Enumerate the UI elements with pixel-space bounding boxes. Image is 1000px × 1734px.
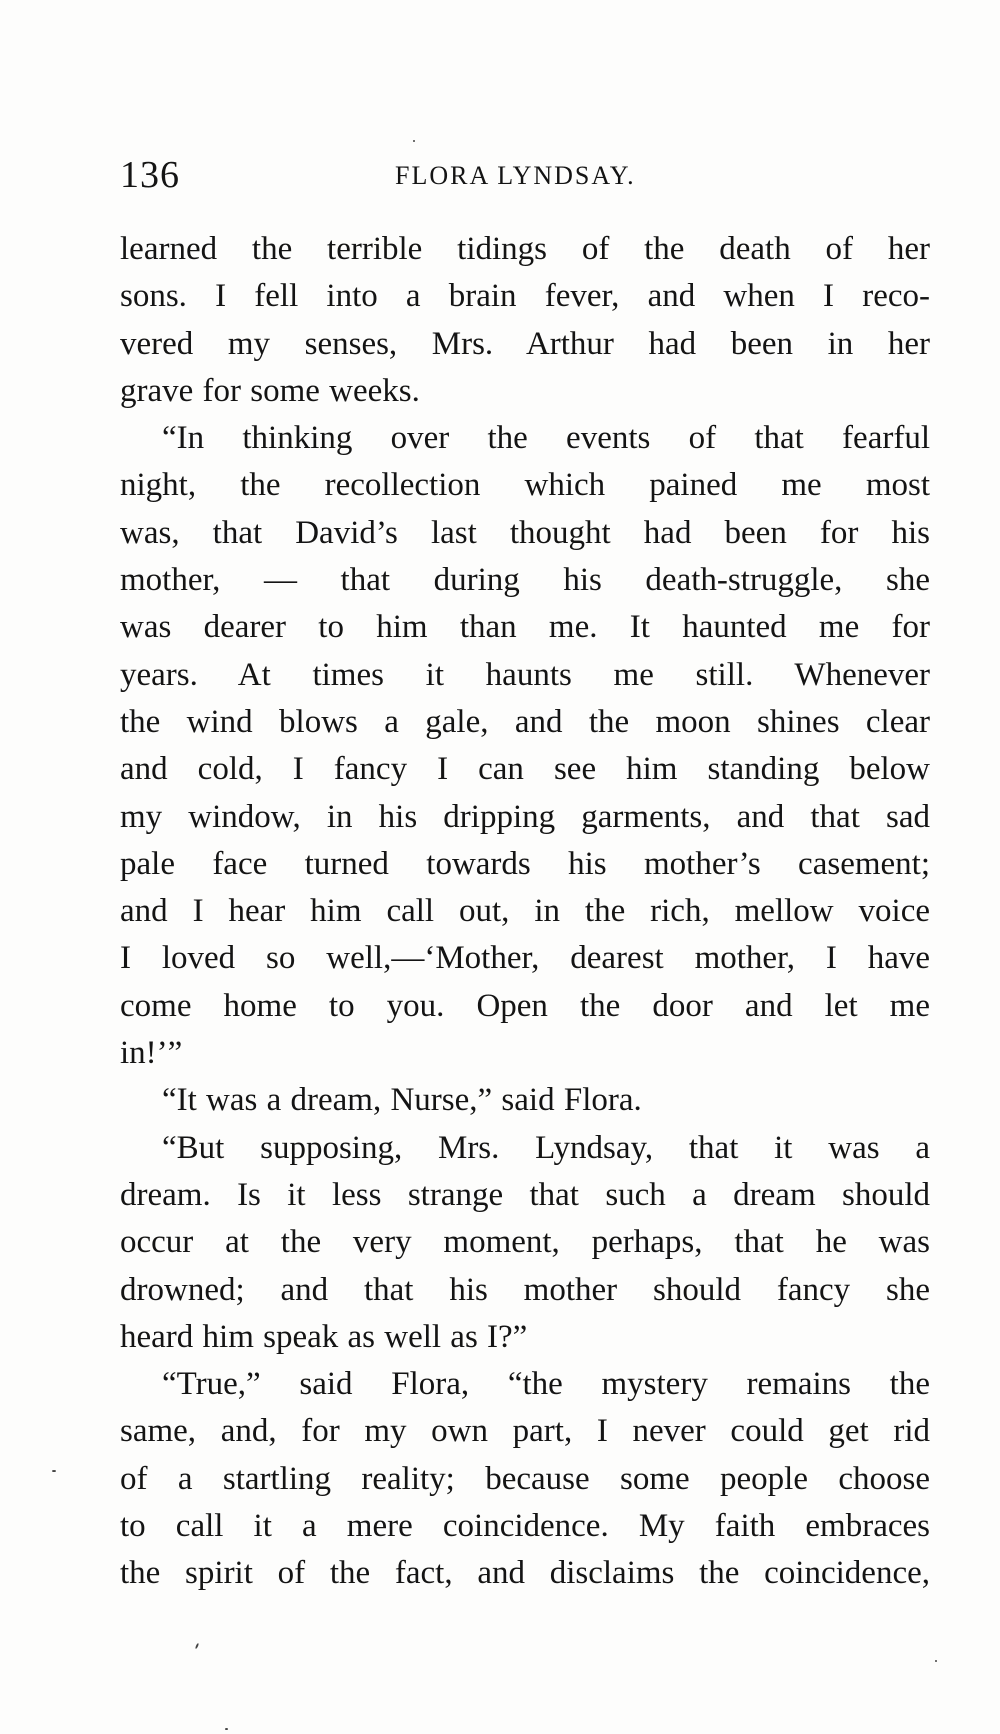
text-line: mother, — that during his death-struggle, she [120, 562, 930, 599]
ink-speck [225, 1728, 228, 1730]
text-line: in!’” [120, 1035, 183, 1072]
text-line: drowned; and that his mother should fancy she [120, 1271, 930, 1308]
text-line: to call it a mere coincidence. My faith embraces [120, 1508, 930, 1545]
text-line: I loved so well,—‘Mother, dearest mother, I have [120, 940, 930, 977]
page-number: 136 [120, 154, 180, 196]
text-line: grave for some weeks. [120, 372, 420, 409]
text-line: “But supposing, Mrs. Lyndsay, that it was a [162, 1129, 930, 1166]
text-line: my window, in his dripping garments, and that sad [120, 798, 930, 835]
text-line: was, that David’s last thought had been for his [120, 514, 930, 551]
ink-speck [195, 1643, 199, 1649]
text-line: and I hear him call out, in the rich, mellow voice [120, 893, 930, 930]
text-line: sons. I fell into a brain fever, and when I reco- [120, 278, 930, 315]
text-line: years. At times it haunts me still. Whenever [120, 656, 930, 693]
running-head [120, 150, 930, 200]
text-line: dream. Is it less strange that such a dream should [120, 1176, 930, 1213]
body-text [120, 226, 930, 1598]
text-line: was dearer to him than me. It haunted me for [120, 609, 930, 646]
running-title: FLORA LYNDSAY. [395, 161, 636, 190]
text-line: same, and, for my own part, I never could get rid [120, 1413, 930, 1450]
text-line: the spirit of the fact, and disclaims the coincidence, [120, 1555, 930, 1592]
text-line: learned the terrible tidings of the death of her [120, 231, 930, 267]
text-line: “True,” said Flora, “the mystery remains the [162, 1366, 930, 1403]
text-line: and cold, I fancy I can see him standing below [120, 751, 930, 788]
text-line: occur at the very moment, perhaps, that he was [120, 1224, 930, 1261]
text-line: night, the recollection which pained me most [120, 467, 930, 504]
text-line: “It was a dream, Nurse,” said Flora. [162, 1082, 642, 1119]
ink-speck [935, 1660, 937, 1662]
ink-speck [52, 1470, 56, 1472]
text-line: the wind blows a gale, and the moon shines clear [120, 703, 930, 740]
text-line: pale face turned towards his mother’s casement; [120, 845, 930, 882]
text-line: vered my senses, Mrs. Arthur had been in her [120, 325, 930, 362]
ink-speck [413, 140, 415, 142]
text-line: come home to you. Open the door and let me [120, 987, 930, 1024]
text-line: “In thinking over the events of that fearful [162, 420, 930, 457]
text-line: of a startling reality; because some people choose [120, 1460, 930, 1497]
text-line: heard him speak as well as I?” [120, 1318, 528, 1355]
